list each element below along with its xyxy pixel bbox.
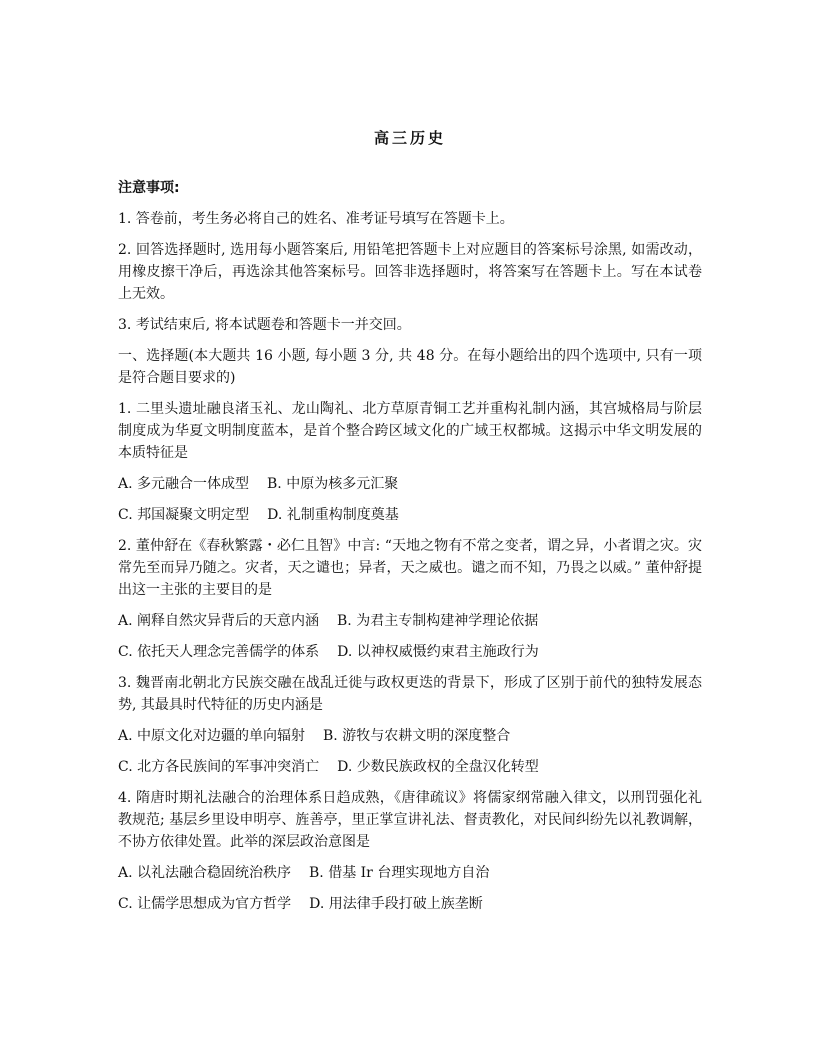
question-3-options-row-1: [118, 725, 702, 747]
exam-page: [118, 128, 702, 924]
question-3-options-row-2: [118, 756, 702, 778]
question-1-stem: 1. 二里头遗址融良渚玉礼、龙山陶礼、北方草原青铜工艺并重构礼制内涵，其宫城格局与阶层制度成为华夏文明制度蓝本，是首个整合跨区域文化的广域王权都城。这揭示中华文明发展的本质特征是: [118, 401, 702, 461]
question-2-options-row-1: [118, 610, 702, 632]
question-4-option-b: B. 借基 Ir 台理实现地方自治: [309, 865, 490, 881]
question-4-option-d: D. 用法律手段打破上族垄断: [309, 896, 483, 912]
question-3-option-c: C. 北方各民族间的军事冲突消亡: [118, 759, 320, 775]
question-2-stem: 2. 董仲舒在《春秋繁露・必仁且智》中言: “天地之物有不常之变者，谓之异，小者谓之灾。灾常先至而异乃随之。灾者，天之谴也；异者，天之威也。谴之而不知，乃畏之以威。” 董仲舒提出这一主张的主要目的是: [118, 538, 702, 598]
question-1-option-a: A. 多元融合一体成型: [118, 476, 250, 492]
question-1-options-row-1: [118, 473, 702, 495]
notice-heading: 注意事项:: [118, 180, 180, 196]
question-3-stem: 3. 魏晋南北朝北方民族交融在战乱迁徙与政权更迭的背景下，形成了区别于前代的独特发展态势, 其最具时代特征的历史内涵是: [118, 675, 702, 713]
notice-item-2: 2. 回答选择题时, 选用每小题答案后, 用铅笔把答题卡上对应题目的答案标号涂黑, 如需改动，用橡皮擦干净后，再选涂其他答案标号。回答非选择题时，将答案写在答题卡上。写在本试卷上无效。: [118, 242, 702, 302]
question-1-option-d: D. 礼制重构制度奠基: [267, 507, 399, 523]
notice-item-1: 1. 答卷前，考生务必将自己的姓名、准考证号填写在答题卡上。: [118, 211, 514, 227]
question-1-options-row-2: [118, 504, 702, 526]
notice-item-3: 3. 考试结束后, 将本试题卷和答题卡一并交回。: [118, 317, 411, 333]
question-2-options-row-2: [118, 641, 702, 663]
question-4-options-row-2: [118, 893, 702, 915]
question-3-option-a: A. 中原文化对边疆的单向辐射: [118, 728, 306, 744]
question-3-option-b: B. 游牧与农耕文明的深度整合: [323, 728, 511, 744]
question-3-option-d: D. 少数民族政权的全盘汉化转型: [337, 759, 539, 775]
question-2-option-b: B. 为君主专制构建神学理论依据: [337, 613, 539, 629]
question-2-option-d: D. 以神权威慑约束君主施政行为: [337, 644, 539, 660]
question-4-option-c: C. 让儒学思想成为官方哲学: [118, 896, 292, 912]
question-1-option-b: B. 中原为核多元汇聚: [267, 476, 399, 492]
question-4-options-row-1: [118, 862, 702, 884]
section-heading: 一、选择题(本大题共 16 小题, 每小题 3 分, 共 48 分。在每小题给出的四个选项中, 只有一项是符合题目要求的): [118, 348, 702, 386]
question-4-stem: 4. 隋唐时期礼法融合的治理体系日趋成熟，《唐律疏议》将儒家纲常融入律文，以刑罚强化礼教规范; 基层乡里设申明亭、旌善亭，里正掌宣讲礼法、督责教化，对民间纠纷先以礼教调解，不协方依律处置。此举的深层政治意图是: [118, 790, 702, 850]
question-2-option-c: C. 依托天人理念完善儒学的体系: [118, 644, 320, 660]
question-2-option-a: A. 阐释自然灾异背后的天意内涵: [118, 613, 320, 629]
question-1-option-c: C. 邦国凝聚文明定型: [118, 507, 250, 523]
page-title: 高三历史: [373, 129, 446, 147]
question-4-option-a: A. 以礼法融合稳固统治秩序: [118, 865, 292, 881]
